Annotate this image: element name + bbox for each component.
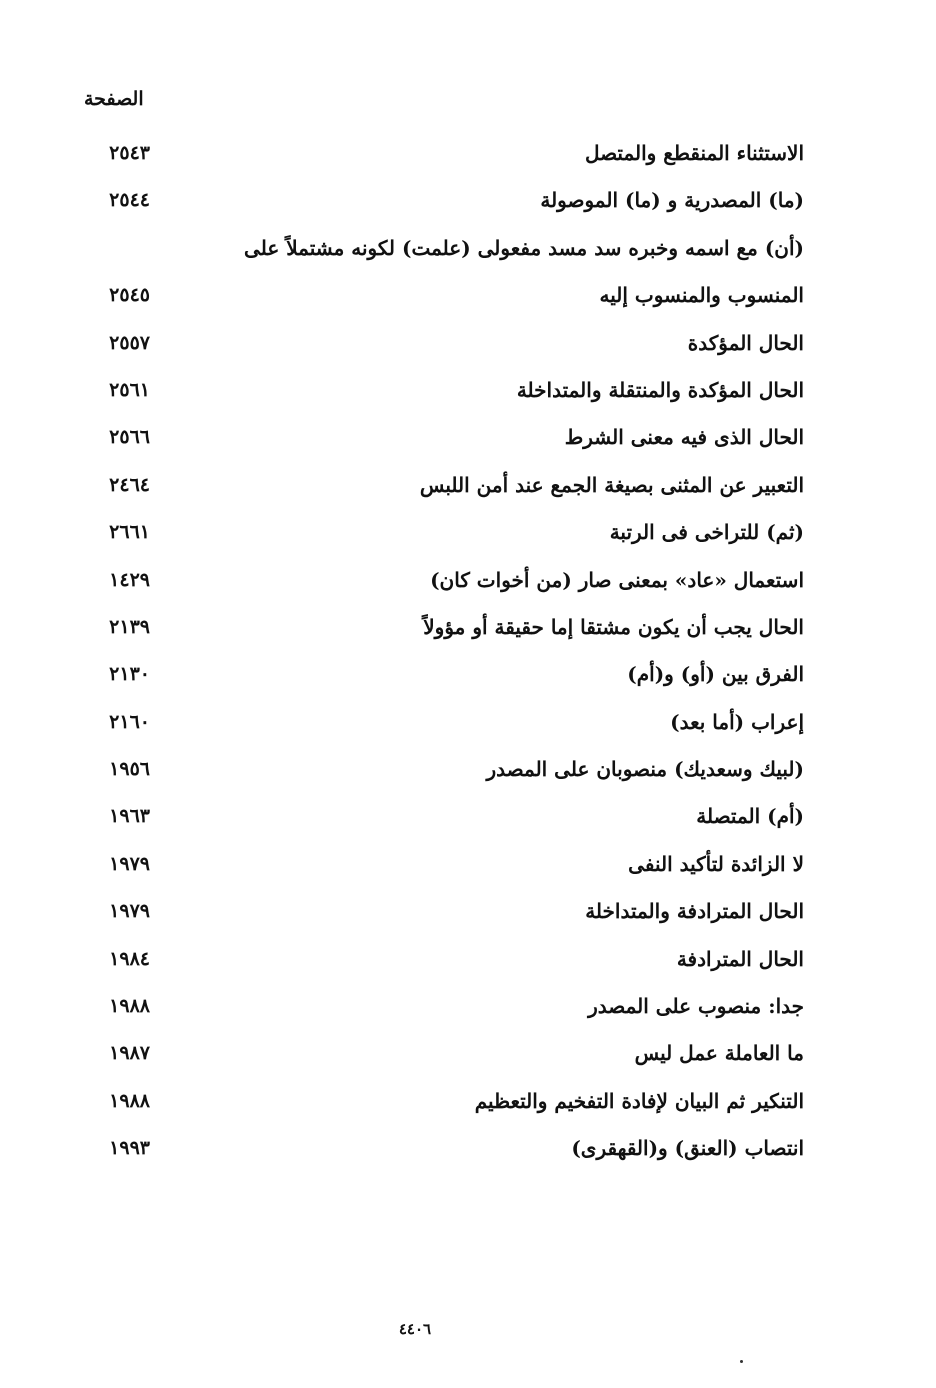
toc-row (80, 841, 804, 888)
toc-row (80, 225, 804, 272)
toc-entry-title: الحال المترادفة والمتداخلة (585, 899, 804, 924)
toc-entry-page: ١٩٧٩ (109, 900, 150, 923)
toc-row (80, 509, 804, 556)
toc-entry-title: الحال يجب أن يكون مشتقا إما حقيقة أو مؤولاً (423, 614, 804, 639)
toc-entry-page: ١٩٧٩ (109, 852, 150, 875)
toc-row (80, 604, 804, 651)
toc-entry-title: (لبيك وسعديك) منصوبان على المصدر (486, 757, 804, 782)
toc-row (80, 177, 804, 224)
toc-entry-page: ١٩٨٨ (109, 995, 150, 1018)
toc-entry-title: الحال المؤكدة والمنتقلة والمتداخلة (516, 377, 804, 402)
toc-row (80, 936, 804, 983)
toc-entry-title: الحال الذى فيه معنى الشرط (564, 425, 804, 450)
toc-row (80, 320, 804, 367)
toc-entry-title: انتصاب (العنق) و(القهقرى) (571, 1136, 804, 1161)
toc-entry-page: ٢٥٤٤ (109, 189, 150, 212)
toc-row (80, 983, 804, 1030)
toc-entry-title: (ثم) للتراخى فى الرتبة (609, 520, 804, 545)
toc-row (80, 557, 804, 604)
toc-entry-page: ٢٥٦١ (109, 378, 150, 401)
page-column-header: الصفحة (84, 88, 144, 110)
toc-entry-title: الحال المترادفة (676, 946, 804, 971)
toc-entry-page: ١٩٨٤ (109, 947, 150, 970)
toc-row (80, 1078, 804, 1125)
toc-entry-title: جدا: منصوب على المصدر (588, 994, 804, 1019)
page-number: ٤٤٠٦ (398, 1320, 432, 1338)
toc-entry-page: ٢٥٦٦ (109, 426, 150, 449)
toc-entry-page: ٢٥٥٧ (109, 331, 150, 354)
toc-entry-title: استعمال «عاد» بمعنى صار (من أخوات كان) (430, 567, 804, 592)
toc-entry-title: لا الزائدة لتأكيد النفى (628, 851, 804, 876)
toc-entry-title: الفرق بين (أو) و(أم) (627, 662, 804, 687)
toc-row (80, 746, 804, 793)
toc-row (80, 651, 804, 698)
toc-row (80, 1125, 804, 1172)
toc-entry-page: ١٩٨٧ (109, 1042, 150, 1065)
toc-row (80, 462, 804, 509)
toc-entry-page: ٢٥٤٣ (109, 142, 150, 164)
toc-row (80, 414, 804, 461)
toc-entry-page: ١٩٦٣ (109, 805, 150, 828)
toc-entry-title: الحال المؤكدة (687, 330, 804, 355)
toc-row (80, 130, 804, 177)
toc-entry-page: ١٩٩٣ (109, 1137, 150, 1160)
toc-entry-title: (أم) المتصلة (696, 804, 804, 829)
toc-entry-title: الاستثناء المنقطع والمتصل (584, 141, 804, 165)
toc-entry-page: ٢٥٤٥ (109, 284, 150, 307)
toc-entry-title: المنسوب والمنسوب إليه (599, 283, 804, 308)
toc-entry-title: التنكير ثم البيان لإفادة التفخيم والتعظيم (474, 1088, 804, 1113)
toc-entry-title: (أن) مع اسمه وخبره سد مسد مفعولى (علمت) لكونه مشتملاً على (244, 235, 804, 260)
toc-entry-page: ٢١٦٠ (109, 710, 150, 733)
toc-row (80, 272, 804, 319)
toc-row (80, 699, 804, 746)
toc-row (80, 367, 804, 414)
toc-row (80, 888, 804, 935)
toc-entry-page: ١٤٢٩ (109, 568, 150, 591)
toc-entry-title: ما العاملة عمل ليس (634, 1041, 804, 1066)
table-of-contents (80, 130, 804, 1173)
toc-entry-title: التعبير عن المثنى بصيغة الجمع عند أمن اللبس (419, 472, 804, 497)
scan-speck (740, 1360, 743, 1363)
toc-entry-page: ٢١٣٩ (109, 615, 150, 638)
toc-entry-title: إعراب (أما بعد) (670, 709, 804, 734)
toc-row (80, 793, 804, 840)
toc-row (80, 1030, 804, 1077)
toc-entry-page: ٢٦٦١ (109, 521, 150, 544)
toc-entry-page: ١٩٨٨ (109, 1089, 150, 1112)
toc-entry-page: ١٩٥٦ (109, 758, 150, 781)
toc-entry-title: (ما) المصدرية و (ما) الموصولة (540, 188, 804, 213)
toc-entry-page: ٢١٣٠ (109, 663, 150, 686)
toc-entry-page: ٢٤٦٤ (109, 473, 150, 496)
